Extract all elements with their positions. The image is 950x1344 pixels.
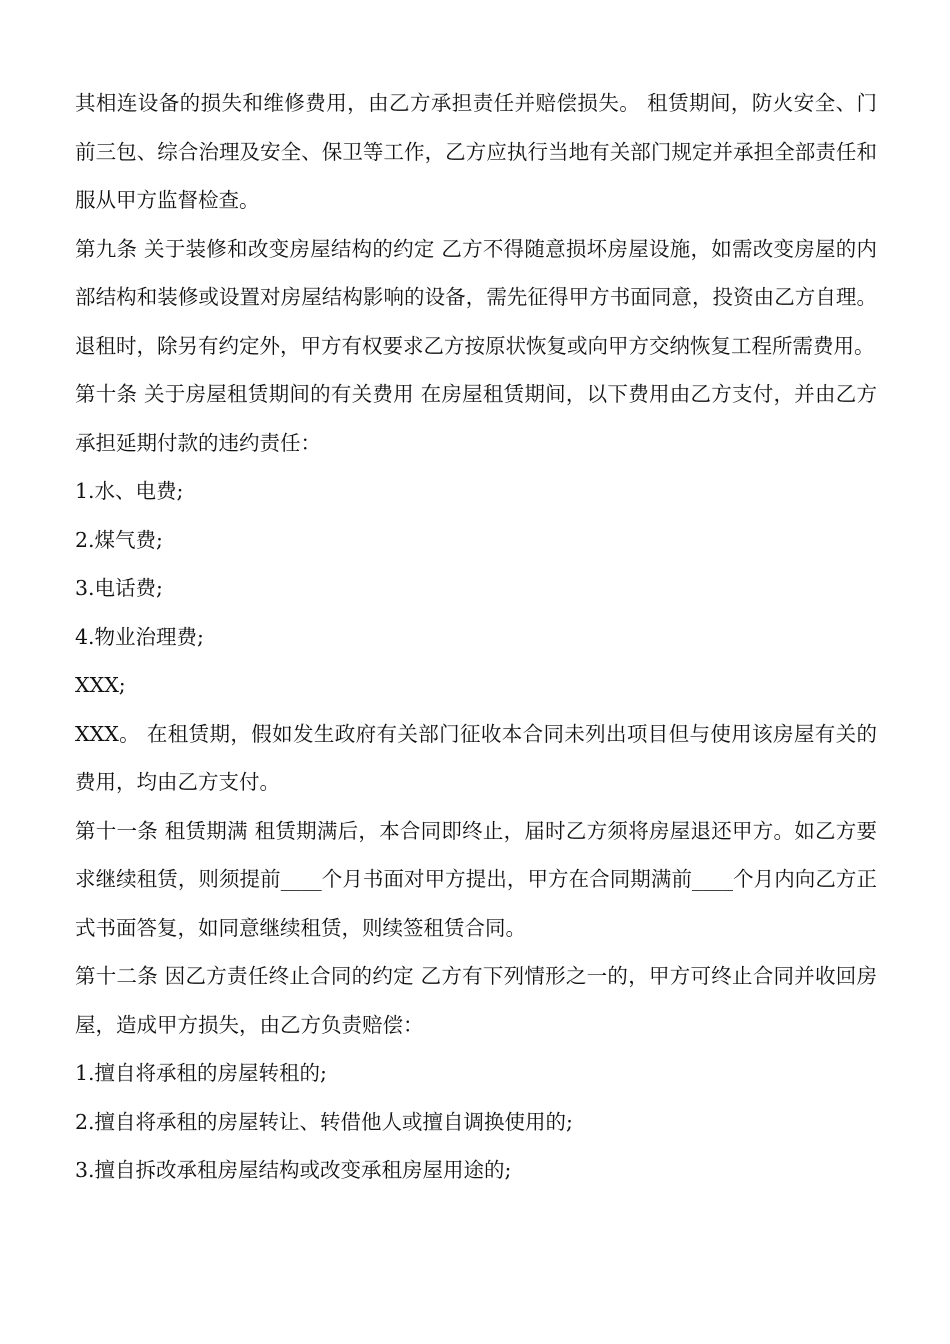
list-item-property-management: 4.物业治理费;	[75, 624, 204, 649]
list-item-placeholder-1: XXX;	[75, 673, 126, 697]
list-item-telephone: 3.电话费;	[75, 576, 163, 600]
paragraph-article-11: 第十一条 租赁期满 租赁期满后，本合同即终止，届时乙方须将房屋退还甲方。如乙方要求继续租赁，则须提前____个月书面对甲方提出，甲方在合同期满前____个月内向乙方正式书面答复，如同意继续租赁，则续签租赁合同。	[75, 818, 877, 940]
list-item-gas: 2.煤气费;	[75, 527, 163, 552]
paragraph-article-12: 第十二条 因乙方责任终止合同的约定 乙方有下列情形之一的，甲方可终止合同并收回房屋，造成甲方损失，由乙方负责赔偿：	[75, 964, 877, 1037]
paragraph-placeholder-2: XXX。 在租赁期，假如发生政府有关部门征收本合同未列出项目但与使用该房屋有关的费用，均由乙方支付。	[75, 721, 877, 794]
document-page	[75, 79, 877, 1195]
list-item-transfer: 2.擅自将承租的房屋转让、转借他人或擅自调换使用的;	[75, 1109, 573, 1134]
paragraph-article-10: 第十条 关于房屋租赁期间的有关费用 在房屋租赁期间，以下费用由乙方支付，并由乙方承担延期付款的违约责任：	[75, 382, 877, 455]
list-item-water-electricity: 1.水、电费;	[75, 479, 184, 503]
list-item-alter-structure: 3.擅自拆改承租房屋结构或改变承租房屋用途的;	[75, 1158, 512, 1182]
paragraph-fire-safety: 其相连设备的损失和维修费用，由乙方承担责任并赔偿损失。 租赁期间，防火安全、门前三包、综合治理及安全、保卫等工作，乙方应执行当地有关部门规定并承担全部责任和服从甲方监督检查。	[75, 91, 877, 212]
list-item-sublet: 1.擅自将承租的房屋转租的;	[75, 1061, 327, 1085]
paragraph-article-9: 第九条 关于装修和改变房屋结构的约定 乙方不得随意损坏房屋设施，如需改变房屋的内部结构和装修或设置对房屋结构影响的设备，需先征得甲方书面同意，投资由乙方自理。退租时，除另有约定外，甲方有权要求乙方按原状恢复或向甲方交纳恢复工程所需费用。	[75, 236, 877, 358]
